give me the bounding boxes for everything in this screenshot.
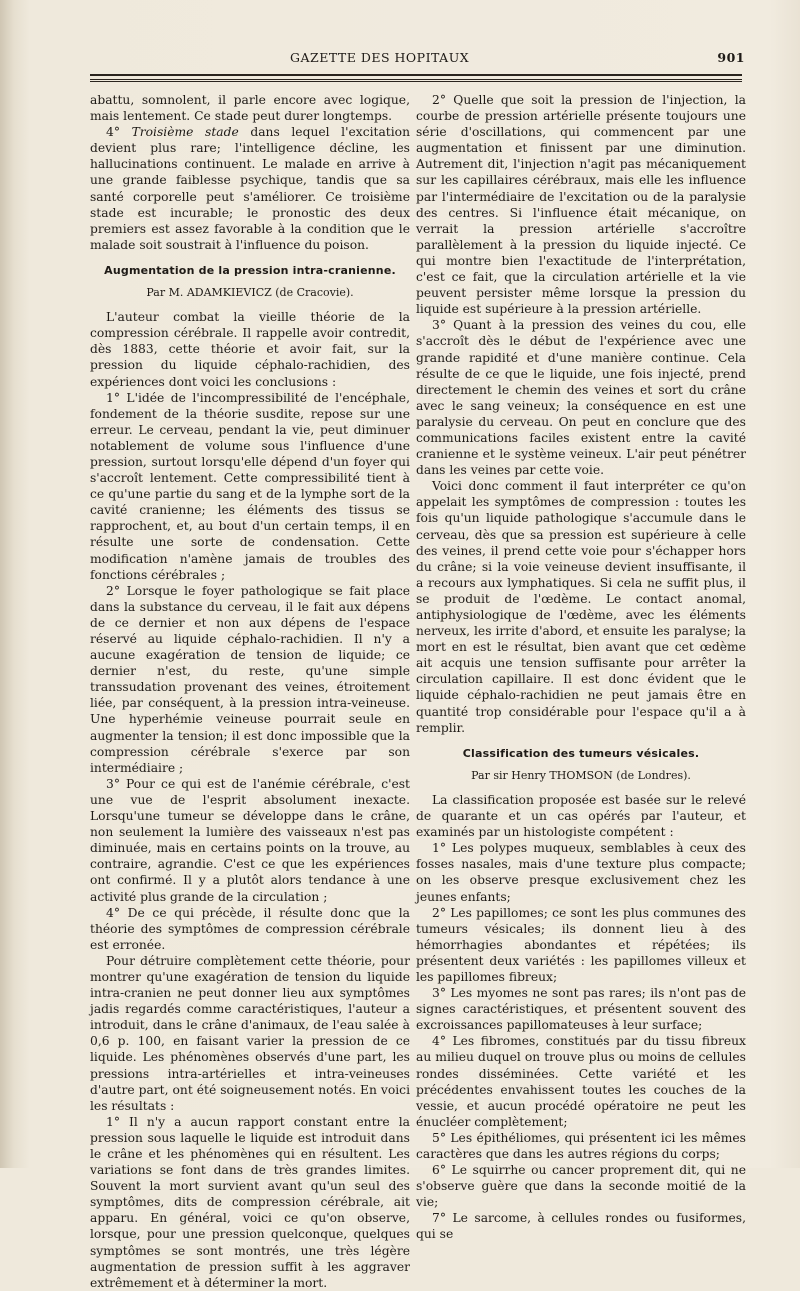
paragraph: 3° Quant à la pression des veines du cou, elle s'accroît dès le début de l'expérience avec une grande rapidité et d'une manière continue. Cela résulte de ce que le liquide, une fois injecté, prend directement le chemin des veines et sort du crâne avec le sang veineux; la conséquence en est une paralysie du cerveau. On peut en conclure que des communications faciles existent entre la cavité cranienne et le système veineux. L'air peut pénétrer dans les veines par cette voie. <box>416 318 746 478</box>
paragraph: La classification proposée est basée sur le relevé de quarante et un cas opérés par l'auteur, et examinés par un histologiste compétent : <box>416 792 746 840</box>
list-number: 4° <box>106 125 132 140</box>
paragraph: 3° Les myomes ne sont pas rares; ils n'ont pas de signes caractéristiques, et présentent souvent des excroissances papillomateuses à leur surface; <box>416 986 746 1033</box>
page-number: 901 <box>717 50 745 65</box>
paragraph: 1° L'idée de l'incompressibilité de l'encéphale, fondement de la théorie susdite, repose sur une erreur. Le cerveau, pendant la vie, peut diminuer notablement de volume sous l'influence d'une pression, surtout lorsqu'elle dépend d'un foyer qui s'accroît lentement. Cette compressibilité tient à ce qu'une partie du sang et de la lymphe sort de la cavité cranienne; les éléments des tissus se rapprochent, et, au bout d'un certain temps, il en résulte une sorte de condensation. Cette modification n'amène jamais de troubles des fonctions cérébrales ; <box>90 390 410 582</box>
left-column <box>90 92 410 1291</box>
paragraph: L'auteur combat la vieille théorie de la compression cérébrale. Il rappelle avoir contredit, dès 1883, cette théorie et avoir fait, sur la pression du liquide céphalo-rachidien, des expériences dont voici les conclusions : <box>90 310 410 389</box>
paragraph: 5° Les épithéliomes, qui présentent ici les mêmes caractères que dans les autres régions du corps; <box>416 1130 746 1161</box>
paragraph: 1° Il n'y a aucun rapport constant entre la pression sous laquelle le liquide est introduit dans le crâne et les phénomènes qui en résultent. Les variations se font dans de très grandes limites. Souvent la mort survient avant qu'un seul des symptômes, dits de compression cérébrale, ait apparu. En général, voici ce qu'on observe, lorsque, pour une pression quelconque, quelques symptômes se sont montrés, une très légère augmentation de pression suffit à les aggraver extrêmement et à déterminer la mort. <box>90 1114 410 1290</box>
section-byline-thomson: Par sir Henry THOMSON (de Londres). <box>471 768 691 782</box>
paragraph: 3° Pour ce qui est de l'anémie cérébrale, c'est une vue de l'esprit absolument inexacte. Lorsqu'une tumeur se développe dans le crâne, non seulement la lumière des vaisseaux n'est pas diminuée, mais en certains points on la trouve, au contraire, agrandie. C'est ce que les expériences ont confirmé. Il y a plutôt alors tendance à une activité plus grande de la circulation ; <box>90 776 410 904</box>
paragraph: 7° Le sarcome, à cellules rondes ou fusiformes, qui se <box>416 1211 746 1242</box>
paragraph: 1° Les polypes muqueux, semblables à ceux des fosses nasales, mais d'une texture plus compacte; on les observe presque exclusivement chez les jeunes enfants; <box>416 841 746 904</box>
paragraph: 4° De ce qui précède, il résulte donc que la théorie des symptômes de compression cérébrale est erronée. <box>90 905 410 952</box>
paragraph: 2° Quelle que soit la pression de l'injection, la courbe de pression artérielle présente toujours une série d'oscillations, qui commencent par une augmentation et finissent par une diminution. Autrement dit, l'injection n'agit pas mécaniquement sur les capillaires cérébraux, mais elle les influence par l'intermédiaire de l'excitation ou de la paralysie des centres. Si l'influence était mécanique, on verrait la pression artérielle s'accroître parallèlement à la pression du liquide injecté. Ce qui montre bien l'exactitude de l'interprétation, c'est ce fait, que la circulation artérielle et la vie peuvent persister même lorsque la pression du liquide est supérieure à la pression artérielle. <box>416 93 746 317</box>
paragraph: 6° Le squirrhe ou cancer proprement dit, qui ne s'observe guère que dans la seconde moitié de la vie; <box>416 1163 746 1210</box>
paragraph: 2° Les papillomes; ce sont les plus communes des tumeurs vésicales; ils donnent lieu à des hémorrhagies abondantes et répétées; ils présentent deux variétés : les papillomes villeux et les papillomes fibreux; <box>416 905 746 984</box>
section-title-tumeurs: Classification des tumeurs vésicales. <box>462 746 700 760</box>
page-header <box>80 46 745 68</box>
paragraph-third-stage <box>90 124 410 253</box>
section-byline-adamkiewicz: Par M. ADAMKIEVICZ (de Cracovie). <box>146 286 354 300</box>
paragraph: 2° Lorsque le foyer pathologique se fait place dans la substance du cerveau, il le fait aux dépens de ce dernier et non aux dépens de l'espace réservé au liquide céphalo-rachidien. Il n'y a aucune exagération de tension de liquide; ce dernier n'est, du reste, qu'une simple transsudation provenant des veines, étroitement liée, par conséquent, à la pression intra-veineuse. Une hyperhémie veineuse pourrait seule en augmenter la tension; il est donc impossible que la compression cérébrale s'exerce par son intermédiaire ; <box>90 583 410 775</box>
right-column <box>416 92 746 1243</box>
paragraph: Voici donc comment il faut interpréter ce qu'on appelait les symptômes de compression : toutes les fois qu'un liquide pathologique s'accumule dans le cerveau, dès que sa pression est supérieure à celle des veines, il prend cette voie pour s'échapper hors du crâne; si la voie veineuse devient insuffisante, il a recours aux lymphatiques. Si cela ne suffit plus, il se produit de l'œdème. Le contact anomal, antiphysiologique de l'œdème, avec les éléments nerveux, les irrite d'abord, et ensuite les paralyse; la mort en est le résultat, bien avant que cet œdème ait acquis une tension suffisante pour arrêter la circulation capillaire. Il est donc évident que le liquide céphalo-rachidien ne peut jamais être en quantité trop considérable pour l'espace qu'il a à remplir. <box>416 479 746 735</box>
paragraph: 4° Les fibromes, constitués par du tissu fibreux au milieu duquel on trouve plus ou moins de cellules rondes disséminées. Cette variété et les précédentes envahissent toutes les couches de la vessie, et aucun procédé opératoire ne peut les énucléer complètement; <box>416 1034 746 1129</box>
running-title: GAZETTE DES HOPITAUX <box>290 50 470 65</box>
paragraph-text: dans lequel l'excitation devient plus rare; l'intelligence décline, les hallucinations continuent. Le malade en arrive à une grande faiblesse psychique, tandis que sa santé corporelle peut s'améliorer. Ce troisième stade est incurable; le pronostic des deux premiers est assez favorable à la condition que le malade soit soustrait à l'influence du poison. <box>90 125 410 252</box>
header-rule-thick <box>90 74 742 76</box>
section-title-pression: Augmentation de la pression intra-cranienne. <box>104 263 396 277</box>
italic-term: Troisième stade <box>131 125 239 140</box>
header-rule-thin-2 <box>90 81 742 82</box>
paragraph: Pour détruire complètement cette théorie, pour montrer qu'une exagération de tension du liquide intra-cranien ne peut donner lieu aux symptômes jadis regardés comme caractéristiques, l'auteur a introduit, dans le crâne d'animaux, de l'eau salée à 0,6 p. 100, en faisant varier la pression de ce liquide. Les phénomènes observés d'une part, les pressions intra-artérielles et intra-veineuses d'autre part, ont été soigneusement notés. En voici les résultats : <box>90 953 410 1113</box>
header-rule-thin <box>90 79 742 80</box>
paragraph: abattu, somnolent, il parle encore avec logique, mais lentement. Ce stade peut durer longtemps. <box>90 93 410 124</box>
